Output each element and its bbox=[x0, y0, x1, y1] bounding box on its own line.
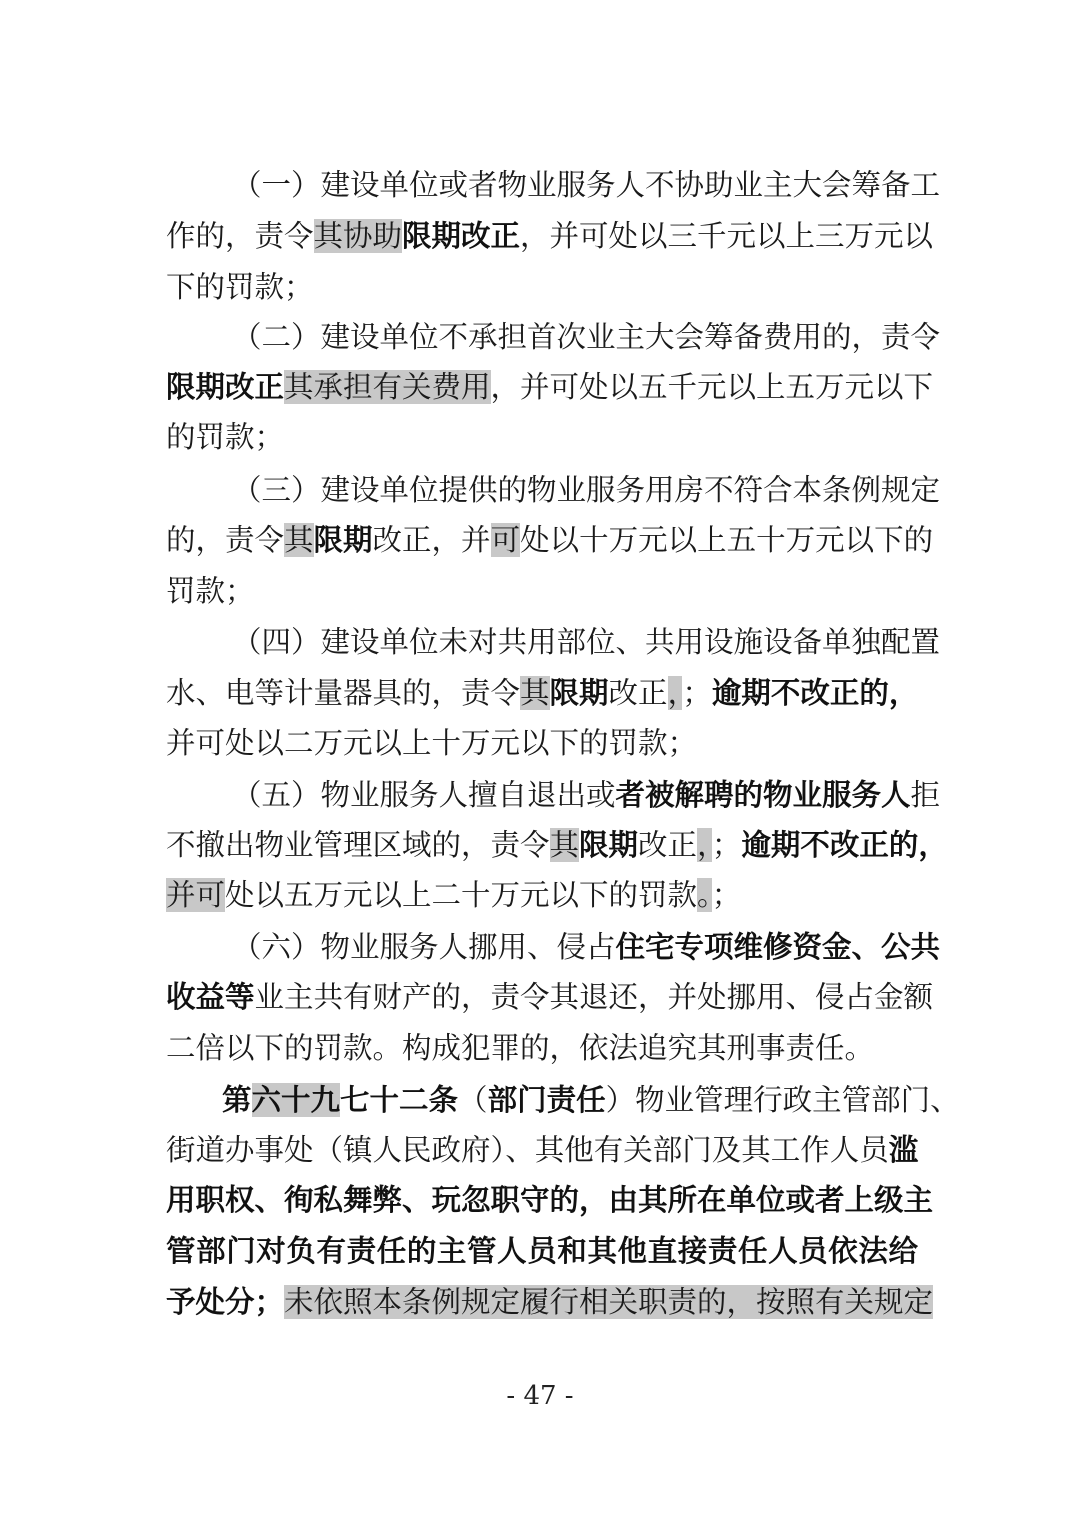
text-line-8 bbox=[166, 515, 934, 565]
text-segment-hl: 。 bbox=[697, 878, 712, 912]
text-line-23 bbox=[166, 1277, 934, 1327]
text-line-9 bbox=[166, 566, 918, 616]
text-line-22 bbox=[166, 1226, 918, 1276]
text-segment-hl: 可 bbox=[490, 523, 521, 557]
text-line-13 bbox=[232, 770, 941, 820]
text-segment: ）物业管理行政主管部门、 bbox=[605, 1083, 960, 1117]
text-segment: ； bbox=[711, 828, 742, 862]
text-segment: ； bbox=[711, 878, 742, 912]
text-segment-b: 滥 bbox=[888, 1133, 919, 1167]
text-segment-b: 限期 bbox=[549, 676, 609, 710]
text-segment-hl: 其承担有关费用 bbox=[284, 370, 491, 404]
text-segment: ； bbox=[682, 676, 712, 710]
text-segment: （五）物业服务人擅自退出或 bbox=[232, 778, 616, 812]
text-line-12 bbox=[166, 718, 918, 768]
text-segment: 业主共有财产的，责令其退还，并处挪用、侵占金额 bbox=[254, 980, 934, 1014]
text-segment: 罚款； bbox=[166, 574, 255, 608]
text-line-2 bbox=[166, 211, 934, 261]
text-segment-hl: 未依照本条例规定履行相关职责的，按照有关规定 bbox=[284, 1285, 934, 1319]
text-line-16 bbox=[232, 922, 941, 972]
text-segment-hl: 其协助 bbox=[313, 219, 403, 253]
text-segment-b: 管部门对负有责任的主管人员和其他直接责任人员依法给 bbox=[166, 1234, 918, 1268]
text-segment-b: 收益等 bbox=[166, 980, 255, 1014]
text-segment: 拒 bbox=[910, 778, 941, 812]
text-line-1 bbox=[232, 160, 941, 210]
text-segment-hl: 其 bbox=[284, 523, 314, 557]
text-line-7 bbox=[232, 465, 941, 515]
text-segment: 改正 bbox=[638, 828, 698, 862]
text-segment: 下的罚款； bbox=[166, 270, 314, 304]
text-segment-b: 限期 bbox=[579, 828, 639, 862]
text-segment-hl: 其 bbox=[549, 828, 580, 862]
page-number: - 47 - bbox=[506, 1381, 574, 1411]
text-line-15 bbox=[166, 870, 918, 920]
text-segment-b: 者被解聘的物业服务人 bbox=[615, 778, 911, 812]
text-line-21 bbox=[166, 1175, 934, 1225]
text-line-17 bbox=[166, 972, 934, 1022]
text-line-14 bbox=[166, 820, 948, 870]
text-segment: （二）建设单位不承担首次业主大会筹备费用的，责令 bbox=[232, 320, 941, 354]
text-segment: 改正 bbox=[608, 676, 668, 710]
text-segment-b: 予处分； bbox=[166, 1285, 285, 1319]
text-line-4 bbox=[232, 312, 941, 362]
text-segment: （一）建设单位或者物业服务人不协助业主大会筹备工 bbox=[232, 168, 941, 202]
text-line-5 bbox=[166, 362, 934, 412]
text-segment: 水、电等计量器具的，责令 bbox=[166, 676, 521, 710]
text-segment: 作的，责令 bbox=[166, 219, 314, 253]
text-segment-hl: ， bbox=[697, 828, 712, 862]
text-segment: 处以五万元以上二十万元以下的罚款 bbox=[225, 878, 698, 912]
text-line-11 bbox=[166, 668, 918, 718]
text-segment: （四）建设单位未对共用部位、共用设施设备单独配置 bbox=[232, 625, 941, 659]
text-segment: （ bbox=[458, 1083, 488, 1117]
text-segment: （六）物业服务人挪用、侵占 bbox=[232, 930, 616, 964]
text-line-20 bbox=[166, 1125, 918, 1175]
text-line-10 bbox=[232, 617, 941, 667]
text-segment-hl: 并可 bbox=[166, 878, 226, 912]
text-line-18 bbox=[166, 1023, 918, 1073]
text-segment-b: 七十二条 bbox=[340, 1083, 459, 1117]
text-segment-b: 限期 bbox=[313, 523, 373, 557]
text-segment: 处以十万元以上五十万元以下的 bbox=[520, 523, 934, 557]
text-segment-b: 用职权、徇私舞弊、玩忽职守的，由其所在单位或者上级主 bbox=[166, 1183, 934, 1217]
text-segment: ，并可处以五千元以上五万元以下 bbox=[490, 370, 934, 404]
text-segment: 不撤出物业管理区域的，责令 bbox=[166, 828, 550, 862]
text-segment: 改正，并 bbox=[372, 523, 491, 557]
text-line-3 bbox=[166, 262, 918, 312]
text-segment-b: 逾期不改正的， bbox=[711, 676, 919, 710]
text-segment: 的罚款； bbox=[166, 420, 285, 454]
text-line-19 bbox=[222, 1075, 960, 1125]
text-segment-b: 限期改正 bbox=[166, 370, 285, 404]
text-segment: 街道办事处（镇人民政府）、其他有关部门及其工作人员 bbox=[166, 1133, 889, 1167]
text-segment-b: 逾期不改正的， bbox=[741, 828, 948, 862]
text-segment-b: 限期改正 bbox=[402, 219, 521, 253]
text-segment: 并可处以二万元以上十万元以下的罚款； bbox=[166, 726, 698, 760]
text-segment-b: 住宅专项维修资金、公共 bbox=[615, 930, 941, 964]
text-segment-hl: 其 bbox=[520, 676, 550, 710]
text-segment-b: 部门责任 bbox=[487, 1083, 606, 1117]
text-segment: ，并可处以三千元以上三万元以 bbox=[520, 219, 934, 253]
text-segment-b: 第 bbox=[222, 1083, 252, 1117]
text-segment: 二倍以下的罚款。构成犯罪的，依法追究其刑事责任。 bbox=[166, 1031, 875, 1065]
text-segment-hl: ， bbox=[667, 676, 683, 710]
text-segment-b-hl: 六十九 bbox=[251, 1083, 341, 1117]
text-segment: （三）建设单位提供的物业服务用房不符合本条例规定 bbox=[232, 473, 941, 507]
text-segment: 的，责令 bbox=[166, 523, 285, 557]
text-line-6 bbox=[166, 412, 918, 462]
